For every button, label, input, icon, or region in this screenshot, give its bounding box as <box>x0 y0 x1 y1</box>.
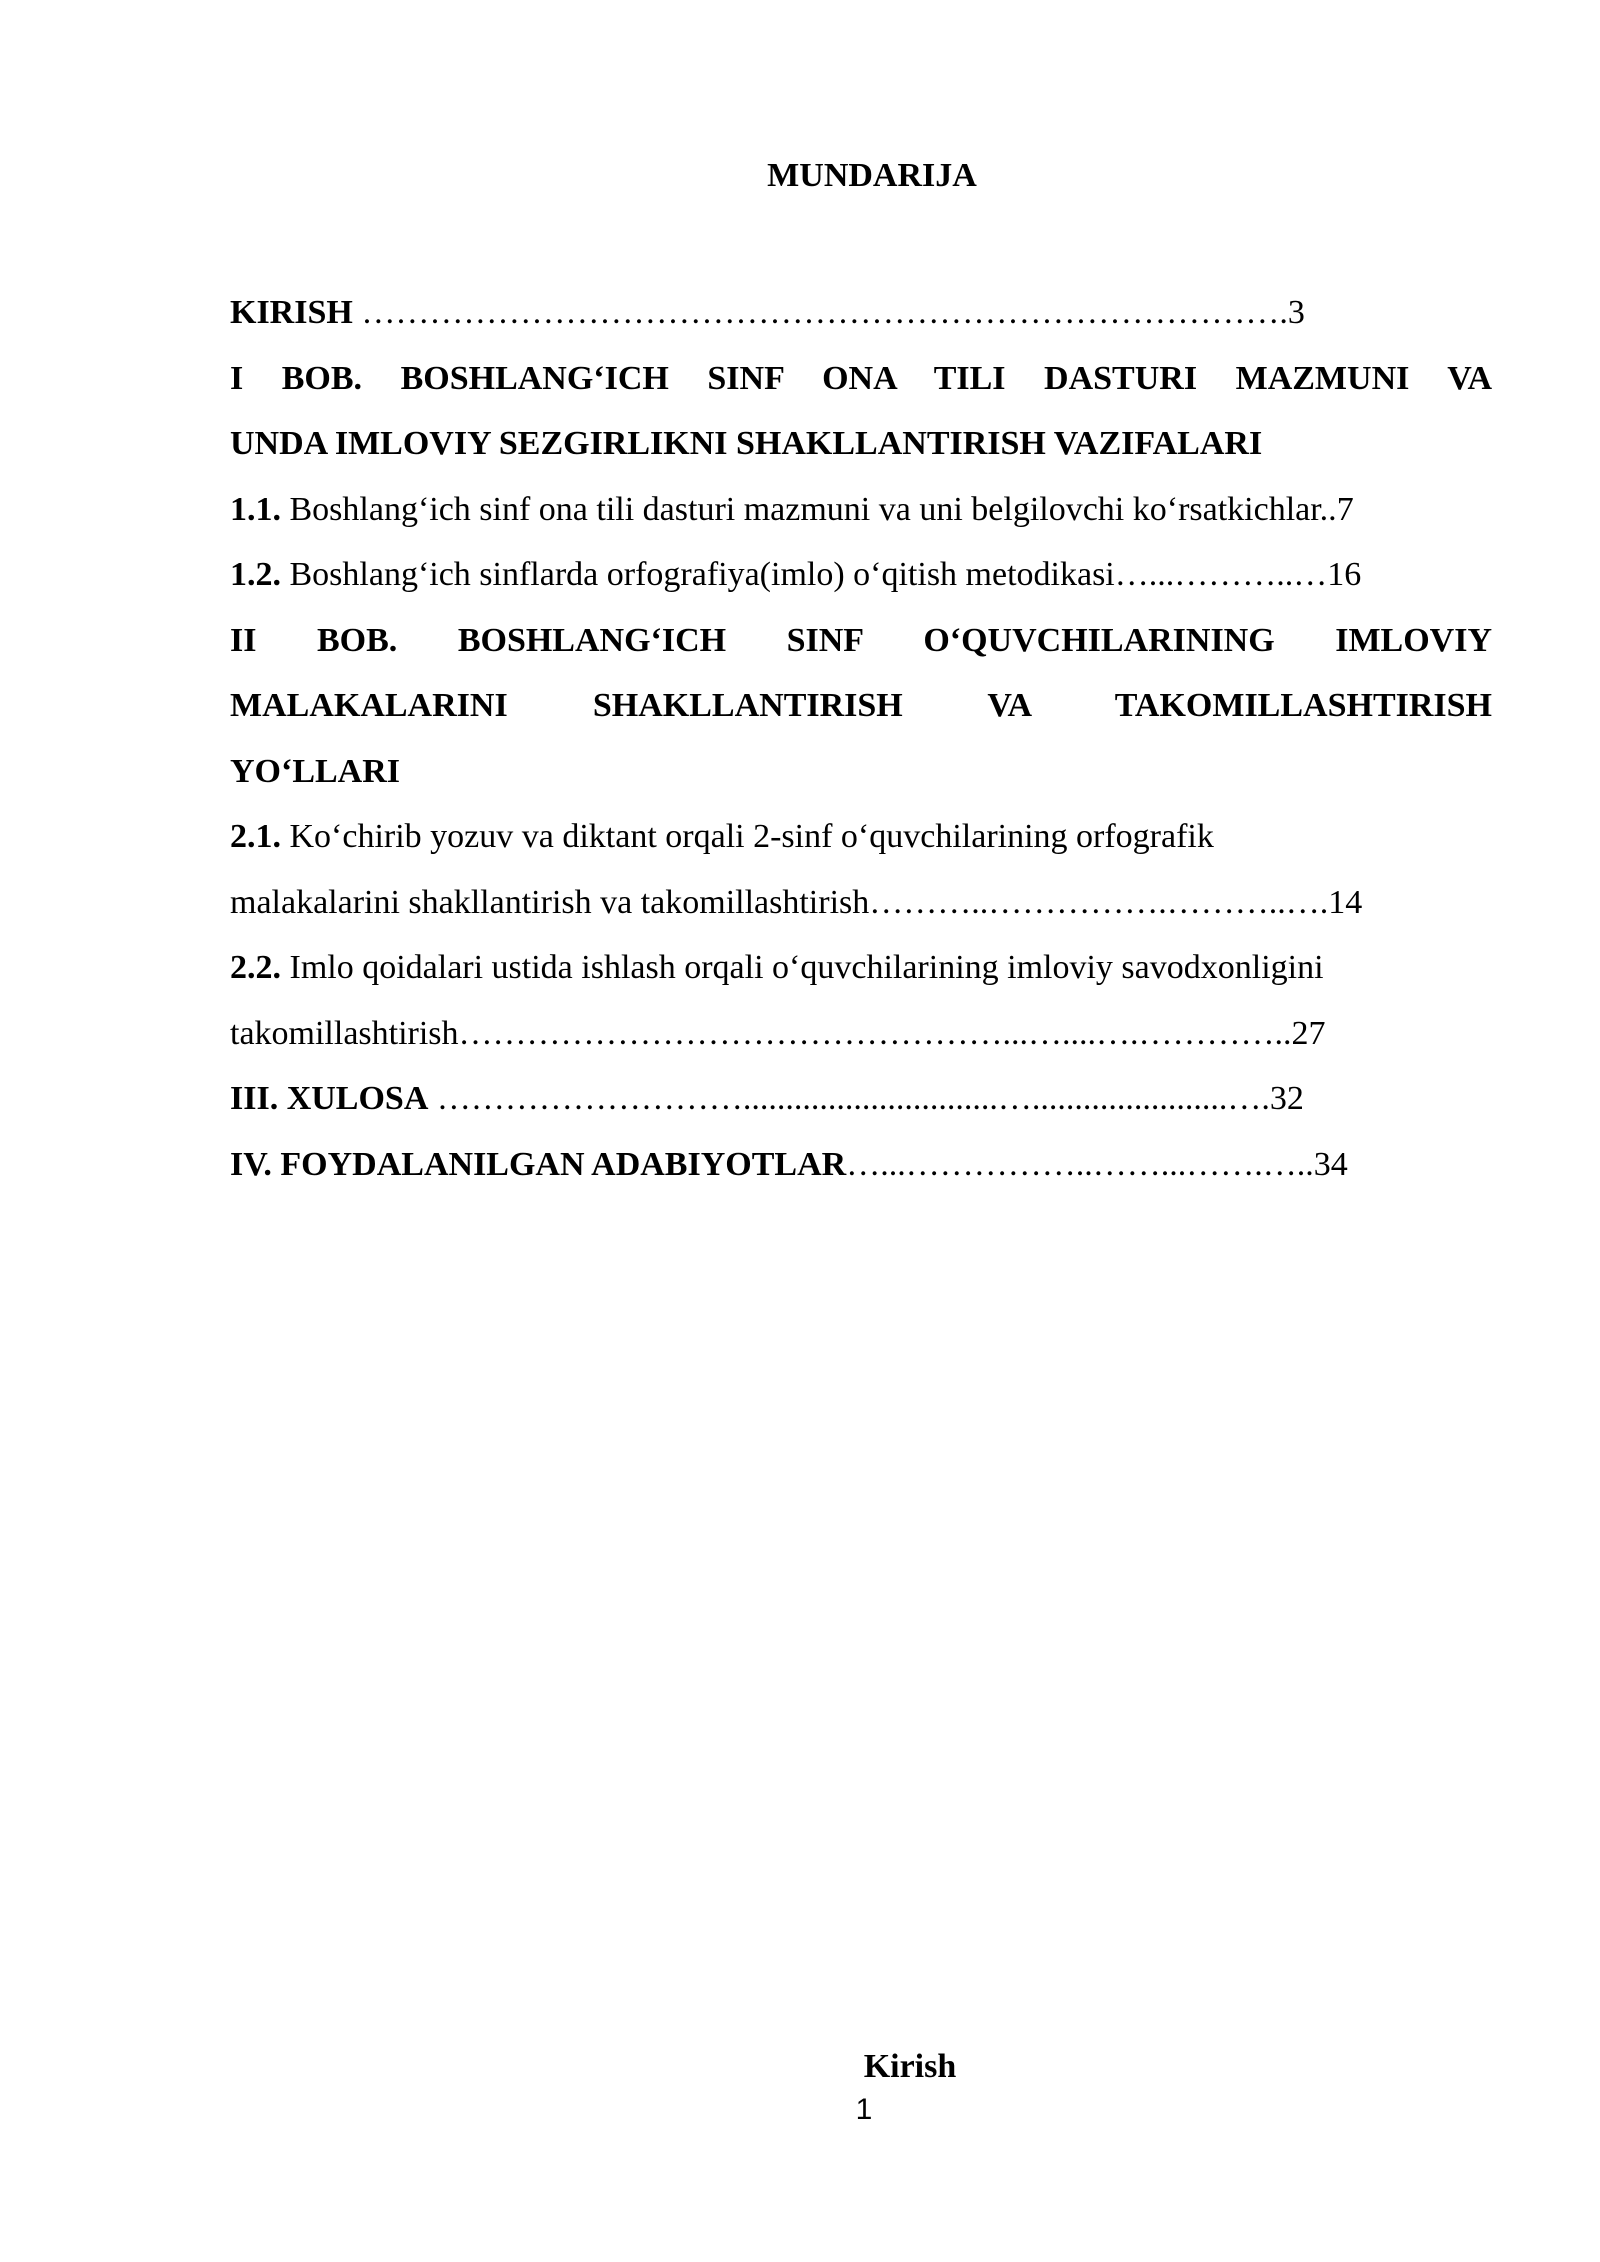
toc-entry-1-1 <box>230 477 1492 543</box>
toc-section-number: 1.2. <box>230 556 281 593</box>
toc-section-number: 1.1. <box>230 490 281 528</box>
toc-entry-2-2-line-1 <box>230 935 1492 1001</box>
toc-page-number: 16 <box>1327 556 1362 593</box>
toc-entry-2-1-line-1 <box>230 804 1492 870</box>
toc-page-number: 34 <box>1313 1145 1348 1183</box>
toc-leader: ………………………………………………………………………. <box>352 294 1288 331</box>
toc-leader: ………………………..............................….......................… <box>428 1080 1262 1117</box>
toc-section-text: Imlo qoidalari ustida ishlash orqali o‘quvchilarining imloviy savodxonligini <box>281 949 1324 986</box>
toc-section-text: Boshlang‘ich sinf ona tili dasturi mazmuni va uni belgilovchi ko‘rsatkichlar.. <box>281 490 1337 528</box>
toc-section-text: takomillashtirish…………………………………………...…....….………….. <box>230 1014 1292 1052</box>
toc-label: III. XULOSA <box>230 1080 429 1117</box>
toc-entry-2-1-line-2 <box>230 870 1492 936</box>
next-section-heading: Kirish <box>863 2048 957 2085</box>
toc-chapter-2-line-3: YO‘LLARI <box>230 752 401 790</box>
toc-section-number: 2.2. <box>230 949 281 986</box>
toc-page-number: 7 <box>1336 490 1354 528</box>
toc-page-number: 3 <box>1287 294 1305 331</box>
toc-section-text: malakalarini shakllantirish va takomillashtirish………..…………….………..…. <box>230 883 1329 921</box>
toc-chapter-1-line-1: I BOB. BOSHLANG‘ICH SINF ONA TILI DASTURI MAZMUNI VA <box>230 359 1492 397</box>
toc-section-text: Boshlang‘ich sinflarda orfografiya(imlo) o‘qitish metodikasi…...………..… <box>281 556 1328 593</box>
toc-entry-xulosa <box>230 1066 1492 1132</box>
toc-entry-kirish <box>230 280 1492 346</box>
toc-entry-1-2 <box>230 542 1492 608</box>
toc-label: IV. FOYDALANILGAN ADABIYOTLAR <box>230 1145 847 1183</box>
toc-page-number: .32 <box>1261 1080 1304 1117</box>
toc-chapter-1-line-2: UNDA IMLOVIY SEZGIRLIKNI SHAKLLANTIRISH VAZIFALARI <box>230 425 1263 462</box>
toc-page-number: 27 <box>1291 1014 1326 1052</box>
toc-leader: …...……………..……...…….….. <box>846 1145 1314 1183</box>
page-number: 1 <box>855 2093 873 2126</box>
toc-page-number: 14 <box>1328 883 1363 921</box>
page-title: MUNDARIJA <box>767 157 977 194</box>
toc-chapter-2-line-2: MALAKALARINI SHAKLLANTIRISH VA TAKOMILLASHTIRISH <box>230 687 1492 724</box>
table-of-contents <box>230 280 1492 1197</box>
toc-section-text: Ko‘chirib yozuv va diktant orqali 2-sinf o‘quvchilarining orfografik <box>281 818 1214 855</box>
toc-chapter-2-line-1: II BOB. BOSHLANG‘ICH SINF O‘QUVCHILARINING IMLOVIY <box>230 621 1492 659</box>
toc-entry-2-2-line-2 <box>230 1001 1492 1067</box>
toc-entry-adabiyotlar <box>230 1132 1492 1198</box>
toc-section-number: 2.1. <box>230 818 281 855</box>
toc-label: KIRISH <box>230 294 353 331</box>
